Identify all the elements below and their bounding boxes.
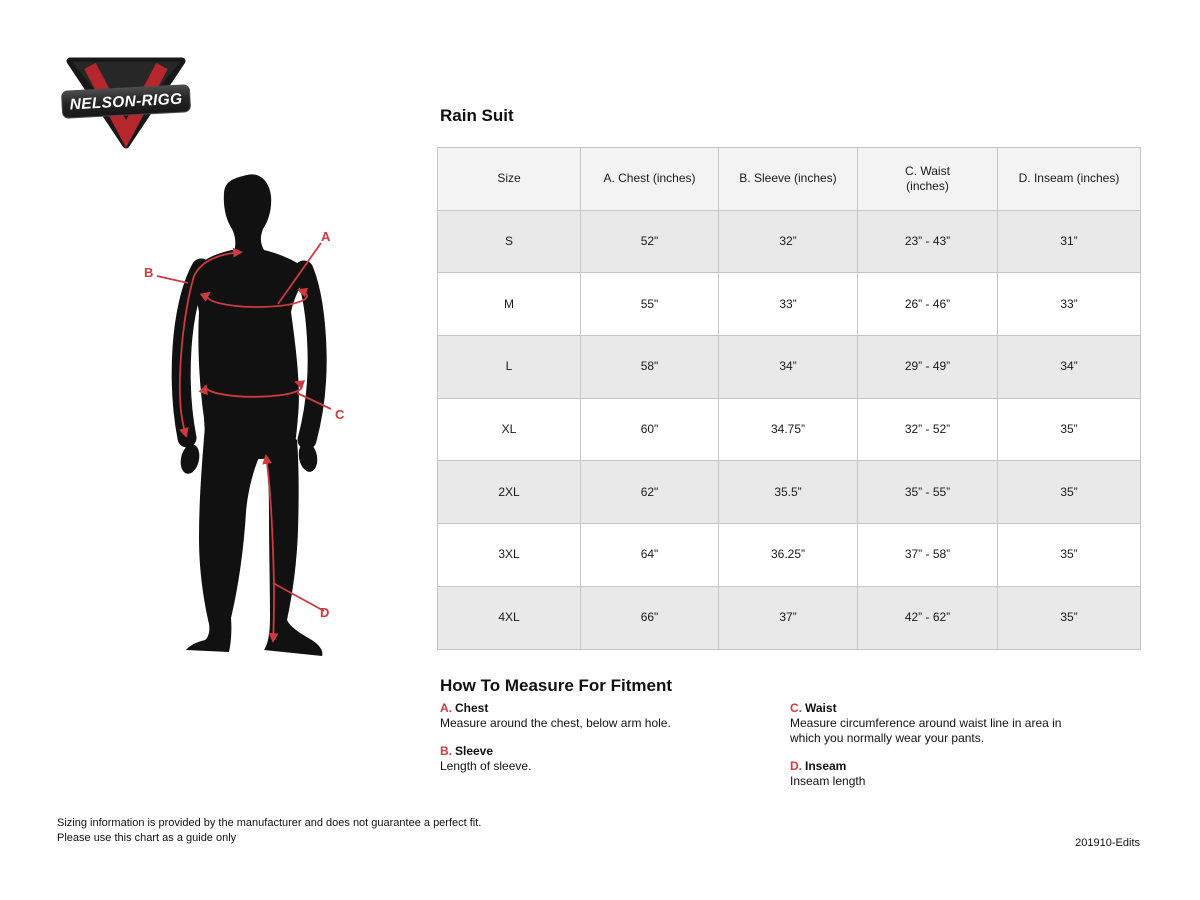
table-cell: XL	[438, 398, 581, 461]
table-row	[438, 524, 1141, 587]
table-cell: 36.25”	[719, 524, 858, 587]
document-code: 201910-Edits	[1075, 837, 1140, 849]
table-cell: 26” - 46”	[858, 273, 998, 336]
body-measurement-figure	[120, 160, 370, 680]
table-cell: 33”	[719, 273, 858, 336]
table-cell: 62"	[581, 461, 719, 524]
table-cell: 64"	[581, 524, 719, 587]
table-header-row	[438, 148, 1141, 211]
column-header: C. Waist (inches)	[858, 148, 998, 211]
measure-label	[440, 744, 770, 759]
table-cell: 55"	[581, 273, 719, 336]
table-cell: S	[438, 210, 581, 273]
measure-desc: Inseam length	[790, 774, 866, 788]
label-b-pointer	[157, 276, 188, 283]
sizing-disclaimer	[57, 816, 481, 846]
table-cell: 34”	[998, 336, 1141, 399]
measure-desc: Measure around the chest, below arm hole.	[440, 716, 671, 730]
measure-letter: A.	[440, 701, 452, 715]
measure-name: Waist	[805, 701, 837, 715]
table-cell: 35.5”	[719, 461, 858, 524]
table-cell: 42” - 62”	[858, 586, 998, 649]
measure-letter: B.	[440, 744, 452, 758]
table-cell: 35” - 55”	[858, 461, 998, 524]
table-cell: 66"	[581, 586, 719, 649]
measure-desc: Measure circumference around waist line in area in which you normally wear your pants.	[790, 716, 1062, 745]
measure-label	[440, 701, 770, 716]
table-cell: 37” - 58”	[858, 524, 998, 587]
measure-item-inseam	[790, 759, 1086, 789]
table-cell: 35”	[998, 586, 1141, 649]
measure-desc: Length of sleeve.	[440, 759, 532, 773]
table-cell: 23” - 43”	[858, 210, 998, 273]
table-cell: 29” - 49”	[858, 336, 998, 399]
measure-label	[790, 759, 1086, 774]
table-cell: 37”	[719, 586, 858, 649]
column-header: D. Inseam (inches)	[998, 148, 1141, 211]
table-cell: 3XL	[438, 524, 581, 587]
size-table-body	[438, 210, 1141, 649]
table-cell: 31”	[998, 210, 1141, 273]
table-row	[438, 273, 1141, 336]
table-cell: 35”	[998, 398, 1141, 461]
table-cell: 33”	[998, 273, 1141, 336]
size-table-wrap	[437, 147, 1140, 650]
table-row	[438, 461, 1141, 524]
table-cell: 60"	[581, 398, 719, 461]
table-row	[438, 336, 1141, 399]
logo-banner	[61, 85, 190, 119]
table-cell: 2XL	[438, 461, 581, 524]
measure-name: Sleeve	[455, 744, 494, 758]
column-header: B. Sleeve (inches)	[719, 148, 858, 211]
table-cell: 34”	[719, 336, 858, 399]
man-silhouette	[178, 174, 322, 656]
measure-name: Chest	[455, 701, 489, 715]
logo-brand-text: NELSON-RIGG	[69, 90, 183, 114]
measure-name: Inseam	[805, 759, 847, 773]
table-cell: M	[438, 273, 581, 336]
table-cell: 35”	[998, 461, 1141, 524]
label-b: B	[144, 265, 154, 280]
measure-section-title: How To Measure For Fitment	[440, 676, 673, 695]
table-cell: 4XL	[438, 586, 581, 649]
table-cell: 32” - 52”	[858, 398, 998, 461]
table-row	[438, 398, 1141, 461]
measure-letter: D.	[790, 759, 802, 773]
disclaimer-line-2: Please use this chart as a guide only	[57, 832, 237, 844]
measure-letter: C.	[790, 701, 802, 715]
size-table	[437, 147, 1141, 650]
disclaimer-line-1: Sizing information is provided by the manufacturer and does not guarantee a perfect fit.	[57, 817, 482, 829]
measure-column-left	[440, 701, 770, 787]
table-row	[438, 210, 1141, 273]
column-header: Size	[438, 148, 581, 211]
column-header: A. Chest (inches)	[581, 148, 719, 211]
table-row	[438, 586, 1141, 649]
size-table-head	[438, 148, 1141, 211]
nelson-rigg-logo	[60, 48, 192, 152]
product-title: Rain Suit	[440, 106, 514, 125]
table-cell: 52"	[581, 210, 719, 273]
measure-label	[790, 701, 1086, 716]
measure-column-right	[790, 701, 1086, 802]
measure-item-chest	[440, 701, 770, 731]
table-cell: L	[438, 336, 581, 399]
measure-item-sleeve	[440, 744, 770, 774]
label-a: A	[321, 229, 331, 244]
label-c: C	[335, 407, 345, 422]
table-cell: 35”	[998, 524, 1141, 587]
label-d: D	[320, 605, 330, 620]
table-cell: 58"	[581, 336, 719, 399]
measure-item-waist	[790, 701, 1086, 746]
table-cell: 32”	[719, 210, 858, 273]
table-cell: 34.75”	[719, 398, 858, 461]
